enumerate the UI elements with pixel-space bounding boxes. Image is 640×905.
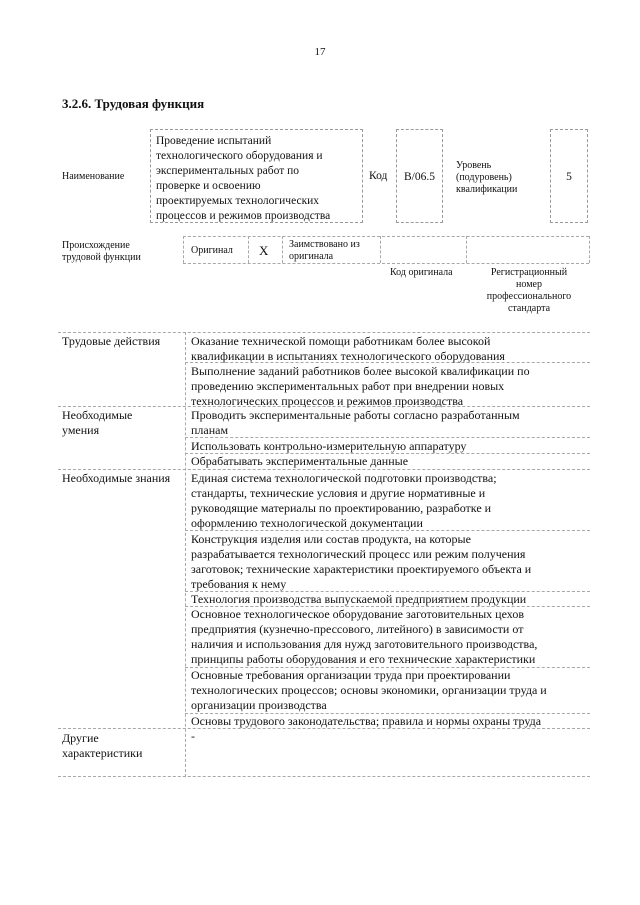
labor-actions-label: Трудовые действия (62, 334, 161, 348)
name-value-line: проектируемых технологических (156, 195, 320, 207)
origin-label-line: трудовой функции (62, 252, 141, 263)
knowledge-line: Основные требования организации труда при проектировании (191, 668, 511, 682)
knowledge-line: разрабатывается технологический процесс или режим получения (191, 547, 526, 561)
original-mark: X (259, 243, 269, 258)
knowledge-item (191, 471, 497, 531)
borrowed-label-line: Заимствовано из (289, 239, 360, 250)
knowledge-line: предприятия (кузнечно-прессового, литейного) в зависимости от (191, 622, 524, 636)
name-value-line: процессов и режимов производства (156, 210, 331, 222)
knowledge-line: Конструкция изделия или состав продукта, на которые (191, 532, 471, 546)
labor-action-line: Выполнение заданий работников более высокой квалификации по (191, 364, 530, 378)
knowledge-line: Единая система технологической подготовки производства; (191, 471, 497, 485)
name-label: Наименование (62, 171, 125, 182)
origin-divider (466, 236, 467, 263)
name-value-box (150, 129, 363, 223)
skill-item (191, 408, 520, 438)
borrowed-label (289, 239, 360, 263)
required-skills-label-line: умения (62, 423, 100, 437)
origin-top-border (183, 236, 589, 237)
labor-action-line: квалификации в испытаниях технологического оборудования (191, 349, 505, 363)
name-value-line: Проведение испытаний (156, 135, 272, 147)
skill-line: Проводить экспериментальные работы согласно разработанным (191, 408, 520, 422)
origin-label (62, 240, 141, 264)
level-label-line: Уровень (456, 160, 492, 171)
labor-action-line: проведению экспериментальных работ при внедрении новых (191, 379, 505, 393)
table-border (58, 469, 590, 470)
knowledge-line: наличия и использования для нужд заготовительного производства, (191, 637, 538, 651)
level-value: 5 (566, 171, 572, 183)
labor-action-line: Оказание технической помощи работникам более высокой (191, 334, 491, 348)
labor-action-item (191, 364, 530, 409)
table-column-divider (185, 332, 186, 777)
level-label-line: квалификации (456, 184, 518, 195)
table-border (58, 776, 590, 777)
origin-divider (380, 236, 381, 263)
skill-item (191, 454, 408, 469)
skill-item (191, 439, 466, 454)
reg-number-label-line: стандарта (507, 303, 551, 314)
knowledge-line: оформлению технологической документации (191, 516, 423, 530)
skill-line: планам (191, 423, 229, 437)
name-value-line: экспериментальных работ по (156, 165, 300, 177)
section-title: 3.2.6. Трудовая функция (62, 96, 205, 111)
knowledge-line: Технология производства выпускаемой предприятием продукции (191, 592, 527, 606)
level-value-box (550, 129, 588, 223)
code-label: Код (369, 170, 388, 182)
name-value-line: проверке и освоению (156, 180, 261, 192)
code-value-box (396, 129, 443, 223)
labor-action-line: технологических процессов и режимов производства (191, 394, 464, 408)
origin-divider (282, 236, 283, 263)
borrowed-label-line: оригинала (289, 251, 334, 262)
level-label-line: (подуровень) (456, 172, 512, 183)
origin-divider (248, 236, 249, 263)
reg-number-label-line: Регистрационный (490, 267, 568, 278)
knowledge-line: руководящие материалы по проектированию, разработке и (191, 501, 492, 515)
origin-divider (589, 236, 590, 263)
knowledge-line: стандарты, технические условия и другие нормативные и (191, 486, 486, 500)
table-border (58, 332, 590, 333)
knowledge-item (191, 714, 541, 729)
knowledge-line: требования к нему (191, 577, 287, 591)
knowledge-item (191, 532, 531, 592)
other-characteristics-value: - (191, 729, 195, 743)
reg-number-label-line: профессионального (486, 291, 572, 302)
code-value: B/06.5 (404, 171, 435, 183)
origin-bottom-border (183, 263, 589, 264)
required-skills-label (62, 408, 132, 438)
required-knowledge-label: Необходимые знания (62, 471, 171, 485)
page-number: 17 (314, 46, 326, 58)
origin-divider (183, 236, 184, 263)
knowledge-line: Основы трудового законодательства; правила и нормы охраны труда (191, 714, 542, 728)
skill-line: Обрабатывать экспериментальные данные (191, 454, 409, 468)
other-characteristics-label (62, 731, 142, 761)
knowledge-line: заготовок; технические характеристики проектируемого объекта и (191, 562, 532, 576)
knowledge-item (191, 668, 547, 713)
name-value-line: технологического оборудования и (156, 150, 323, 162)
labor-action-item (191, 334, 505, 364)
code-original-label: Код оригинала (390, 267, 453, 278)
knowledge-item (191, 592, 526, 607)
origin-label-line: Происхождение (62, 240, 130, 251)
level-label (456, 160, 517, 196)
skill-line: Использовать контрольно-измерительную аппаратуру (191, 439, 467, 453)
other-characteristics-label-line: характеристики (62, 746, 143, 760)
reg-number-label-line: номер (516, 279, 542, 290)
knowledge-line: технологических процессов; основы экономики, организации труда и (191, 683, 547, 697)
knowledge-line: принципы работы оборудования и его технические характеристики (191, 652, 536, 666)
knowledge-line: организации производства (191, 698, 327, 712)
knowledge-item (191, 607, 537, 667)
required-skills-label-line: Необходимые (62, 408, 133, 422)
reg-number-label (470, 267, 588, 315)
knowledge-line: Основное технологическое оборудование заготовительных цехов (191, 607, 524, 621)
original-label: Оригинал (191, 245, 233, 256)
other-characteristics-label-line: Другие (62, 731, 99, 745)
